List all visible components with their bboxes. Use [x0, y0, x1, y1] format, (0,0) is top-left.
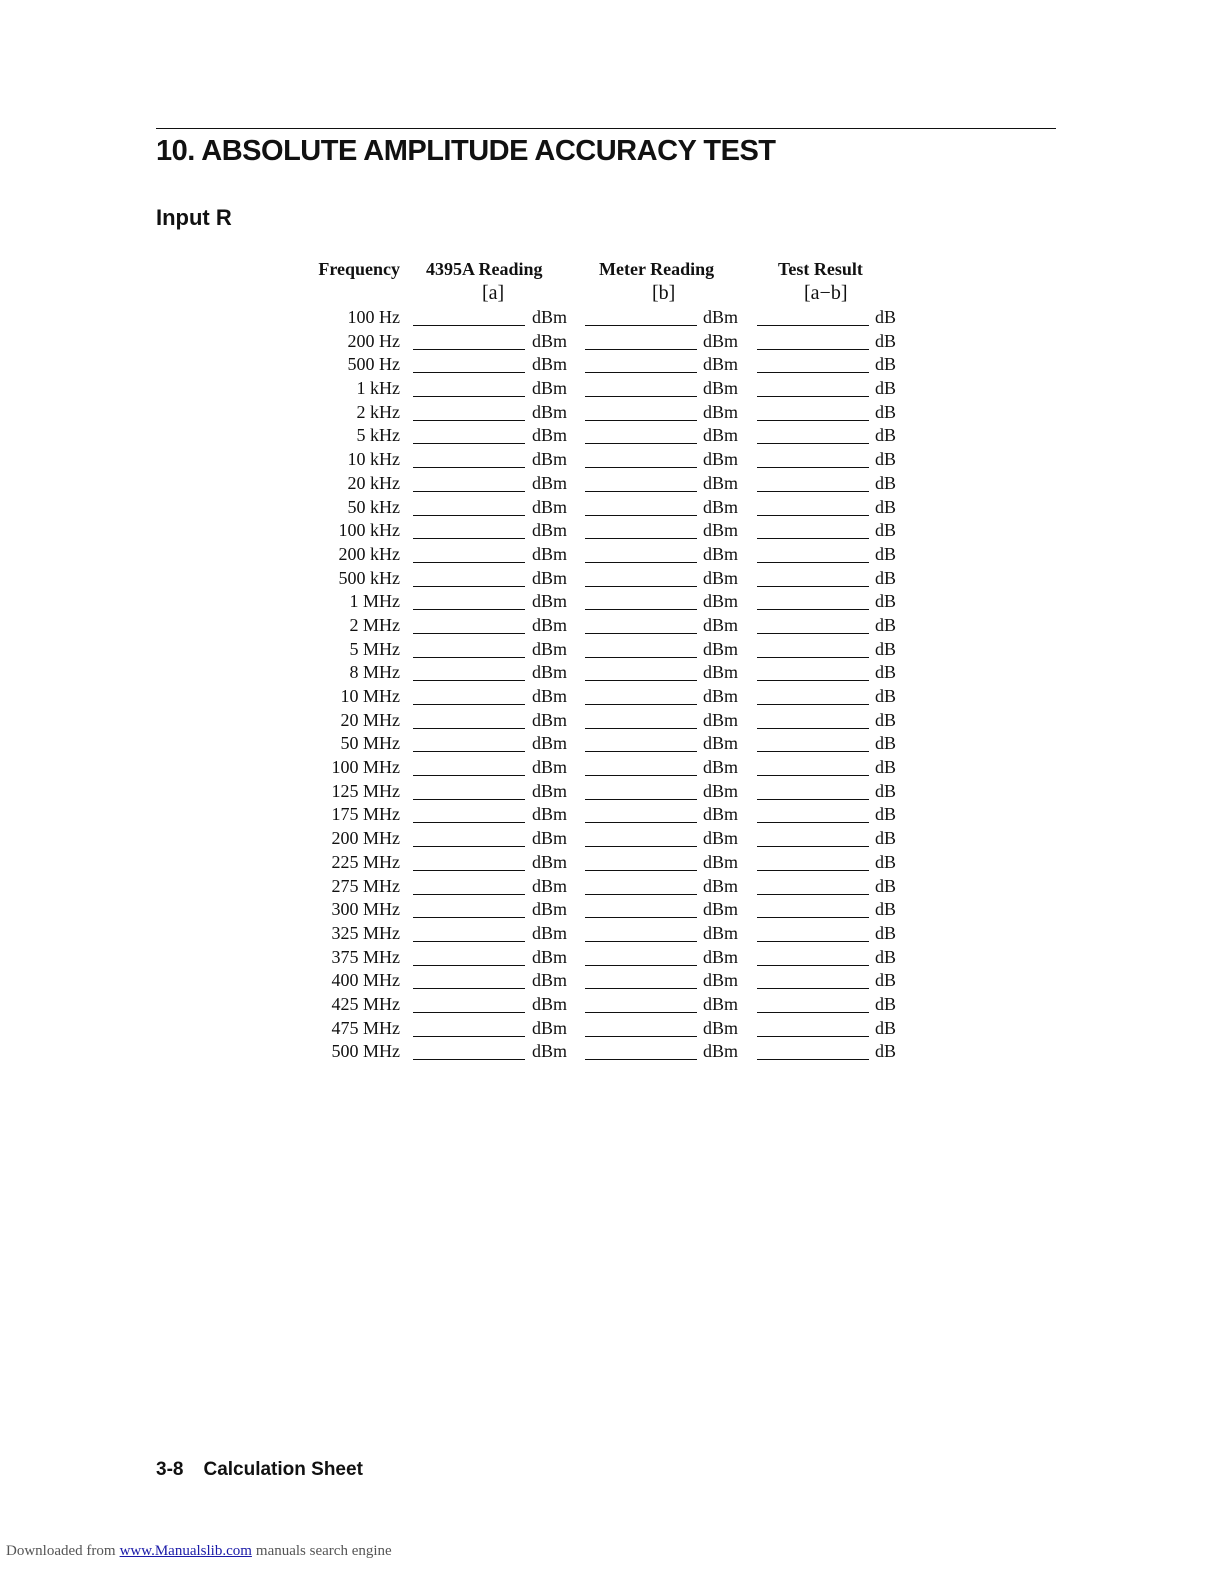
unit-dbm: dBm — [532, 875, 568, 896]
subsection-title: Input R — [156, 205, 232, 230]
unit-dbm: dBm — [703, 425, 739, 446]
result-blank[interactable] — [757, 1059, 869, 1060]
table-row — [300, 898, 920, 922]
unit-db: dB — [875, 638, 897, 659]
unit-dbm: dBm — [703, 449, 739, 470]
reading-a-blank[interactable] — [413, 680, 525, 681]
frequency-cell: 400 MHz — [331, 970, 400, 991]
table-row — [300, 756, 920, 780]
frequency-cell: 325 MHz — [331, 922, 400, 943]
unit-db: dB — [875, 970, 897, 991]
unit-db: dB — [875, 922, 897, 943]
unit-db: dB — [875, 993, 897, 1014]
reading-b-blank[interactable] — [585, 491, 697, 492]
frequency-cell: 20 kHz — [347, 472, 400, 493]
unit-dbm: dBm — [703, 1017, 739, 1038]
frequency-cell: 175 MHz — [331, 804, 400, 825]
reading-b-blank[interactable] — [585, 822, 697, 823]
frequency-cell: 50 kHz — [347, 496, 400, 517]
unit-dbm: dBm — [703, 946, 739, 967]
unit-db: dB — [875, 449, 897, 470]
unit-dbm: dBm — [532, 899, 568, 920]
unit-dbm: dBm — [532, 922, 568, 943]
reading-a-blank[interactable] — [413, 704, 525, 705]
unit-dbm: dBm — [532, 378, 568, 399]
unit-dbm: dBm — [532, 946, 568, 967]
unit-dbm: dBm — [532, 591, 568, 612]
unit-dbm: dBm — [703, 638, 739, 659]
unit-db: dB — [875, 733, 897, 754]
unit-dbm: dBm — [703, 780, 739, 801]
unit-db: dB — [875, 354, 897, 375]
result-blank[interactable] — [757, 894, 869, 895]
unit-dbm: dBm — [703, 614, 739, 635]
reading-a-blank[interactable] — [413, 870, 525, 871]
reading-a-blank[interactable] — [413, 988, 525, 989]
frequency-cell: 100 kHz — [338, 520, 400, 541]
result-blank[interactable] — [757, 609, 869, 610]
reading-a-blank[interactable] — [413, 538, 525, 539]
unit-dbm: dBm — [532, 496, 568, 517]
unit-dbm: dBm — [532, 828, 568, 849]
frequency-cell: 375 MHz — [331, 946, 400, 967]
reading-a-blank[interactable] — [413, 491, 525, 492]
frequency-cell: 475 MHz — [331, 1017, 400, 1038]
unit-dbm: dBm — [532, 686, 568, 706]
table-row — [300, 709, 920, 733]
unit-db: dB — [875, 496, 897, 517]
reading-b-blank[interactable] — [585, 775, 697, 776]
unit-dbm: dBm — [703, 804, 739, 825]
reading-b-blank[interactable] — [585, 515, 697, 516]
watermark-prefix: Downloaded from — [6, 1543, 116, 1559]
unit-dbm: dBm — [532, 449, 568, 470]
frequency-cell: 2 MHz — [349, 614, 400, 635]
reading-a-blank[interactable] — [413, 515, 525, 516]
reading-a-blank[interactable] — [413, 965, 525, 966]
unit-dbm: dBm — [532, 851, 568, 872]
unit-dbm: dBm — [703, 354, 739, 375]
table-row — [300, 424, 920, 448]
unit-dbm: dBm — [703, 520, 739, 541]
reading-a-blank[interactable] — [413, 1012, 525, 1013]
unit-dbm: dBm — [532, 1041, 568, 1062]
reading-b-blank[interactable] — [585, 965, 697, 966]
unit-db: dB — [875, 520, 897, 541]
subheader-a-minus-b: [a−b] — [804, 282, 848, 304]
unit-dbm: dBm — [703, 993, 739, 1014]
unit-dbm: dBm — [532, 520, 568, 541]
reading-b-blank[interactable] — [585, 1036, 697, 1037]
reading-b-blank[interactable] — [585, 680, 697, 681]
result-blank[interactable] — [757, 467, 869, 468]
unit-db: dB — [875, 543, 897, 564]
unit-db: dB — [875, 946, 897, 967]
reading-b-blank[interactable] — [585, 586, 697, 587]
unit-db: dB — [875, 875, 897, 896]
reading-a-blank[interactable] — [413, 372, 525, 373]
reading-a-blank[interactable] — [413, 846, 525, 847]
reading-a-blank[interactable] — [413, 1059, 525, 1060]
unit-dbm: dBm — [703, 686, 739, 706]
unit-dbm: dBm — [532, 330, 568, 351]
result-blank[interactable] — [757, 420, 869, 421]
result-blank[interactable] — [757, 822, 869, 823]
result-blank[interactable] — [757, 325, 869, 326]
table-row — [300, 1017, 920, 1041]
frequency-cell: 8 MHz — [349, 662, 400, 683]
reading-a-blank[interactable] — [413, 396, 525, 397]
reading-b-blank[interactable] — [585, 870, 697, 871]
unit-dbm: dBm — [532, 425, 568, 446]
unit-dbm: dBm — [703, 970, 739, 991]
reading-a-blank[interactable] — [413, 467, 525, 468]
unit-dbm: dBm — [703, 662, 739, 683]
table-row — [300, 519, 920, 543]
unit-db: dB — [875, 851, 897, 872]
reading-a-blank[interactable] — [413, 349, 525, 350]
reading-b-blank[interactable] — [585, 633, 697, 634]
unit-db: dB — [875, 780, 897, 801]
top-rule — [156, 128, 1056, 129]
unit-dbm: dBm — [703, 378, 739, 399]
table-row — [300, 306, 920, 330]
reading-b-blank[interactable] — [585, 941, 697, 942]
frequency-cell: 10 MHz — [340, 686, 400, 706]
unit-dbm: dBm — [703, 851, 739, 872]
watermark-suffix: manuals search engine — [255, 1543, 392, 1559]
result-blank[interactable] — [757, 586, 869, 587]
table-row — [300, 377, 920, 401]
reading-a-blank[interactable] — [413, 822, 525, 823]
result-blank[interactable] — [757, 799, 869, 800]
reading-a-blank[interactable] — [413, 420, 525, 421]
reading-a-blank[interactable] — [413, 586, 525, 587]
reading-b-blank[interactable] — [585, 420, 697, 421]
table-row — [300, 922, 920, 946]
unit-dbm: dBm — [703, 496, 739, 517]
frequency-cell: 5 kHz — [356, 425, 400, 446]
unit-db: dB — [875, 401, 897, 422]
reading-a-blank[interactable] — [413, 775, 525, 776]
unit-dbm: dBm — [532, 543, 568, 564]
table-row — [300, 567, 920, 591]
reading-a-blank[interactable] — [413, 443, 525, 444]
header-4395a-reading: 4395A Reading — [426, 259, 543, 279]
frequency-cell: 500 MHz — [331, 1041, 400, 1062]
unit-dbm: dBm — [532, 709, 568, 730]
unit-db: dB — [875, 307, 897, 327]
table-row — [300, 803, 920, 827]
frequency-cell: 1 kHz — [356, 378, 400, 399]
frequency-cell: 20 MHz — [340, 709, 400, 730]
unit-dbm: dBm — [532, 614, 568, 635]
unit-dbm: dBm — [703, 922, 739, 943]
reading-b-blank[interactable] — [585, 609, 697, 610]
result-blank[interactable] — [757, 988, 869, 989]
table-row — [300, 448, 920, 472]
frequency-cell: 500 kHz — [338, 567, 400, 588]
footer-label: Calculation Sheet — [203, 1459, 363, 1480]
unit-db: dB — [875, 804, 897, 825]
result-blank[interactable] — [757, 443, 869, 444]
frequency-cell: 500 Hz — [347, 354, 400, 375]
unit-db: dB — [875, 662, 897, 683]
unit-dbm: dBm — [703, 472, 739, 493]
reading-a-blank[interactable] — [413, 1036, 525, 1037]
result-blank[interactable] — [757, 372, 869, 373]
result-blank[interactable] — [757, 657, 869, 658]
table-row — [300, 993, 920, 1017]
download-watermark — [6, 1542, 392, 1560]
page-footer — [156, 1458, 363, 1482]
result-blank[interactable] — [757, 538, 869, 539]
table-row — [300, 401, 920, 425]
reading-b-blank[interactable] — [585, 988, 697, 989]
result-blank[interactable] — [757, 941, 869, 942]
unit-dbm: dBm — [532, 780, 568, 801]
table-body — [300, 306, 920, 1064]
unit-dbm: dBm — [703, 543, 739, 564]
result-blank[interactable] — [757, 515, 869, 516]
table-row — [300, 496, 920, 520]
page-number: 3-8 — [156, 1459, 184, 1480]
unit-dbm: dBm — [703, 567, 739, 588]
reading-b-blank[interactable] — [585, 372, 697, 373]
frequency-cell: 1 MHz — [349, 591, 400, 612]
unit-dbm: dBm — [532, 401, 568, 422]
table-row — [300, 780, 920, 804]
reading-b-blank[interactable] — [585, 846, 697, 847]
reading-b-blank[interactable] — [585, 325, 697, 326]
unit-dbm: dBm — [703, 401, 739, 422]
result-blank[interactable] — [757, 870, 869, 871]
reading-b-blank[interactable] — [585, 1012, 697, 1013]
unit-dbm: dBm — [703, 591, 739, 612]
unit-dbm: dBm — [703, 307, 739, 327]
frequency-cell: 300 MHz — [331, 899, 400, 920]
unit-db: dB — [875, 828, 897, 849]
unit-dbm: dBm — [532, 804, 568, 825]
reading-b-blank[interactable] — [585, 751, 697, 752]
frequency-cell: 10 kHz — [347, 449, 400, 470]
unit-dbm: dBm — [703, 709, 739, 730]
table-row — [300, 1040, 920, 1064]
result-blank[interactable] — [757, 965, 869, 966]
unit-db: dB — [875, 425, 897, 446]
reading-b-blank[interactable] — [585, 799, 697, 800]
unit-db: dB — [875, 567, 897, 588]
table-row — [300, 685, 920, 709]
reading-a-blank[interactable] — [413, 609, 525, 610]
table-row — [300, 851, 920, 875]
frequency-cell: 425 MHz — [331, 993, 400, 1014]
unit-dbm: dBm — [532, 472, 568, 493]
table-row — [300, 946, 920, 970]
subheader-b: [b] — [652, 282, 676, 304]
unit-db: dB — [875, 330, 897, 351]
result-blank[interactable] — [757, 775, 869, 776]
watermark-link[interactable]: www.Manualslib.com — [119, 1543, 252, 1559]
reading-a-blank[interactable] — [413, 325, 525, 326]
frequency-cell: 100 MHz — [331, 757, 400, 778]
result-blank[interactable] — [757, 1036, 869, 1037]
header-meter-reading: Meter Reading — [599, 259, 715, 279]
reading-b-blank[interactable] — [585, 704, 697, 705]
reading-b-blank[interactable] — [585, 443, 697, 444]
reading-b-blank[interactable] — [585, 657, 697, 658]
result-blank[interactable] — [757, 680, 869, 681]
section-title: 10. ABSOLUTE AMPLITUDE ACCURACY TEST — [156, 135, 776, 167]
unit-dbm: dBm — [532, 993, 568, 1014]
table-row — [300, 661, 920, 685]
unit-dbm: dBm — [532, 354, 568, 375]
unit-dbm: dBm — [703, 330, 739, 351]
unit-dbm: dBm — [703, 899, 739, 920]
unit-db: dB — [875, 472, 897, 493]
unit-dbm: dBm — [532, 567, 568, 588]
reading-a-blank[interactable] — [413, 751, 525, 752]
result-blank[interactable] — [757, 751, 869, 752]
table-row — [300, 614, 920, 638]
unit-dbm: dBm — [532, 307, 568, 327]
unit-dbm: dBm — [532, 733, 568, 754]
unit-db: dB — [875, 591, 897, 612]
table-row — [300, 638, 920, 662]
reading-b-blank[interactable] — [585, 396, 697, 397]
unit-dbm: dBm — [703, 757, 739, 778]
reading-b-blank[interactable] — [585, 467, 697, 468]
result-blank[interactable] — [757, 846, 869, 847]
reading-b-blank[interactable] — [585, 538, 697, 539]
result-blank[interactable] — [757, 562, 869, 563]
header-frequency: Frequency — [318, 259, 400, 279]
reading-a-blank[interactable] — [413, 562, 525, 563]
unit-db: dB — [875, 899, 897, 920]
frequency-cell: 200 MHz — [331, 828, 400, 849]
frequency-cell: 200 kHz — [338, 543, 400, 564]
reading-a-blank[interactable] — [413, 941, 525, 942]
frequency-cell: 275 MHz — [331, 875, 400, 896]
reading-a-blank[interactable] — [413, 657, 525, 658]
result-blank[interactable] — [757, 349, 869, 350]
unit-dbm: dBm — [532, 970, 568, 991]
reading-b-blank[interactable] — [585, 349, 697, 350]
header-test-result: Test Result — [778, 259, 863, 279]
table-row — [300, 875, 920, 899]
unit-db: dB — [875, 709, 897, 730]
unit-db: dB — [875, 614, 897, 635]
table-row — [300, 590, 920, 614]
result-blank[interactable] — [757, 491, 869, 492]
frequency-cell: 50 MHz — [340, 733, 400, 754]
table-header-row — [300, 258, 920, 280]
table-row — [300, 543, 920, 567]
unit-db: dB — [875, 1041, 897, 1062]
result-blank[interactable] — [757, 633, 869, 634]
reading-b-blank[interactable] — [585, 728, 697, 729]
table-row — [300, 330, 920, 354]
unit-db: dB — [875, 378, 897, 399]
table-subheader-row — [300, 280, 920, 306]
frequency-cell: 225 MHz — [331, 851, 400, 872]
reading-a-blank[interactable] — [413, 728, 525, 729]
calculation-table — [300, 258, 920, 1064]
unit-dbm: dBm — [703, 828, 739, 849]
table-row — [300, 472, 920, 496]
unit-db: dB — [875, 686, 897, 706]
reading-a-blank[interactable] — [413, 633, 525, 634]
unit-db: dB — [875, 1017, 897, 1038]
reading-a-blank[interactable] — [413, 917, 525, 918]
table-row — [300, 732, 920, 756]
reading-b-blank[interactable] — [585, 894, 697, 895]
frequency-cell: 5 MHz — [349, 638, 400, 659]
unit-dbm: dBm — [703, 875, 739, 896]
result-blank[interactable] — [757, 1012, 869, 1013]
unit-dbm: dBm — [703, 733, 739, 754]
subheader-a: [a] — [482, 282, 505, 304]
result-blank[interactable] — [757, 728, 869, 729]
reading-a-blank[interactable] — [413, 894, 525, 895]
result-blank[interactable] — [757, 704, 869, 705]
unit-db: dB — [875, 757, 897, 778]
table-row — [300, 827, 920, 851]
reading-b-blank[interactable] — [585, 1059, 697, 1060]
reading-a-blank[interactable] — [413, 799, 525, 800]
unit-dbm: dBm — [532, 638, 568, 659]
reading-b-blank[interactable] — [585, 562, 697, 563]
reading-b-blank[interactable] — [585, 917, 697, 918]
table-row — [300, 353, 920, 377]
table-row — [300, 969, 920, 993]
unit-dbm: dBm — [532, 757, 568, 778]
frequency-cell: 100 Hz — [347, 307, 400, 327]
frequency-cell: 125 MHz — [331, 780, 400, 801]
frequency-cell: 200 Hz — [347, 330, 400, 351]
result-blank[interactable] — [757, 917, 869, 918]
unit-dbm: dBm — [703, 1041, 739, 1062]
unit-dbm: dBm — [532, 1017, 568, 1038]
unit-dbm: dBm — [532, 662, 568, 683]
result-blank[interactable] — [757, 396, 869, 397]
frequency-cell: 2 kHz — [356, 401, 400, 422]
